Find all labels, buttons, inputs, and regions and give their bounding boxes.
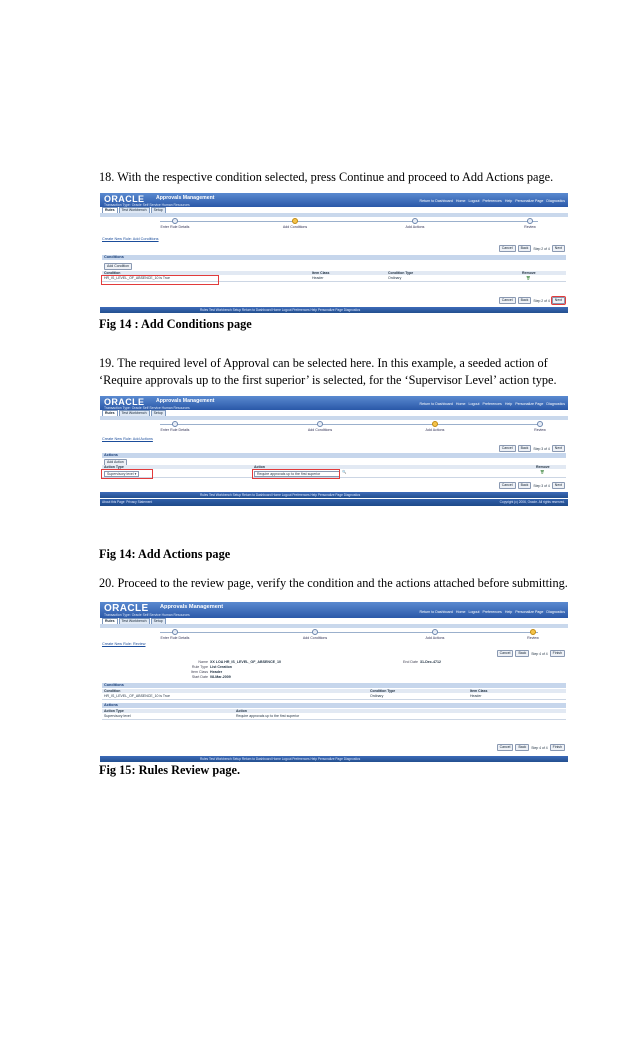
back-button[interactable]: Back: [518, 297, 532, 304]
finish-button[interactable]: Finish: [550, 744, 565, 751]
preferences-link[interactable]: Preferences: [482, 199, 502, 203]
fig15-review-caption: Fig 15: Rules Review page.: [99, 763, 241, 777]
bottom-button-row: [497, 482, 565, 489]
conditions-table-header: Condition Item Class Condition Type Remove: [102, 271, 566, 275]
review-screenshot: [100, 602, 568, 762]
step-dot-icon: [412, 218, 418, 224]
cancel-button[interactable]: Cancel: [497, 744, 514, 751]
oracle-logo: ORACLE: [104, 194, 145, 204]
tab-rules[interactable]: Rules: [102, 618, 118, 624]
actions-table-header: Action Type Action: [102, 709, 566, 713]
step-indicator: Step 4 of 4: [531, 651, 548, 656]
app-footer: Rules Test Workbench Setup Return to Dashboard Home Logout Preferences Help Personalize Page Diagnostics: [100, 307, 568, 313]
summary-start-date: Start Date 08-Mar-2009: [191, 675, 231, 679]
app-subtitle: Transaction Type: Oracle Self Service Human Resources: [104, 613, 190, 617]
step-train: [100, 421, 568, 431]
logout-link[interactable]: Logout: [468, 199, 480, 203]
train-step-1[interactable]: Enter Rule Details: [140, 218, 210, 229]
subtab-bar: [100, 416, 568, 420]
subtab-bar: [100, 213, 568, 217]
dashboard-link[interactable]: Return to Dashboard: [419, 199, 453, 203]
step-indicator: Step 3 of 4: [533, 446, 550, 451]
top-button-row: [497, 245, 565, 252]
page-breadcrumb: Create New Rule: Add Conditions: [102, 237, 159, 241]
step-train: [100, 218, 568, 228]
table-row: HR_IS_LEVEL_OF_ABSENCE_10 is True Ordinary Header: [102, 694, 566, 700]
back-button[interactable]: Back: [518, 245, 532, 252]
app-title: Approvals Management: [160, 604, 224, 610]
train-step-4: Review: [505, 421, 568, 432]
step-19-text: 19. The required level of Approval can be selected here. In this example, a seeded action of ‘Require approvals up to the first superior’ is selected, for the ‘Supervisor Level’ action type.: [99, 356, 557, 387]
summary-name: Name XX LOA HR_IS_LEVEL_OF_ABSENCE_10: [198, 660, 281, 664]
tab-setup[interactable]: Setup: [151, 410, 166, 416]
app-subtitle: Transaction Type: Oracle Self Service Human Resources: [104, 202, 190, 207]
top-button-row: [495, 650, 565, 657]
remove-icon[interactable]: 🗑: [540, 470, 545, 474]
app-title: Approvals Management: [156, 398, 215, 404]
global-links: Return to Dashboard Home Logout Preferences Help Personalize Page Diagnostics: [419, 610, 565, 614]
finish-button[interactable]: Finish: [550, 650, 565, 657]
bottom-button-row: [497, 297, 565, 304]
table-row: HR_IS_LEVEL_OF_ABSENCE_10 is True Header Ordinary 🗑: [102, 276, 566, 282]
cancel-button[interactable]: Cancel: [499, 245, 516, 252]
app-title: Approvals Management: [156, 195, 215, 201]
conditions-section-header: Conditions: [102, 255, 566, 260]
step-dot-icon: [312, 629, 318, 635]
train-step-2[interactable]: Add Conditions: [285, 421, 355, 432]
app-footer: Rules Test Workbench Setup Return to Dashboard Home Logout Preferences Help Personalize Page Diagnostics: [100, 756, 568, 762]
step-20-text: 20. Proceed to the review page, verify the condition and the actions attached before submitting.: [99, 576, 568, 590]
tab-rules[interactable]: Rules: [102, 207, 118, 213]
step-dot-icon: [317, 421, 323, 427]
back-button[interactable]: Back: [515, 744, 529, 751]
train-step-3: Add Actions: [380, 218, 450, 229]
cancel-button[interactable]: Cancel: [499, 297, 516, 304]
back-button[interactable]: Back: [518, 482, 532, 489]
action-type-select[interactable]: Supervisory level ▾: [104, 471, 139, 477]
actions-section-header: Actions: [102, 453, 566, 458]
help-link[interactable]: Help: [504, 199, 513, 203]
step-dot-icon: [172, 218, 178, 224]
step-train: [100, 629, 568, 639]
train-step-3[interactable]: Add Actions: [400, 629, 470, 640]
step-dot-icon: [527, 218, 533, 224]
app-header: [100, 396, 568, 410]
action-field[interactable]: Require approvals up to the first superior: [254, 471, 340, 477]
train-step-1[interactable]: Enter Rule Details: [140, 421, 210, 432]
bottom-button-row: [495, 744, 565, 751]
summary-rule-type: Rule Type List Creation: [191, 665, 232, 669]
tab-test-workbench[interactable]: Test Workbench: [119, 618, 150, 624]
personalize-link[interactable]: Personalize Page: [515, 199, 544, 203]
rule-summary: [180, 660, 281, 680]
copyright-text: Copyright (c) 2006, Oracle. All rights reserved.: [499, 500, 565, 504]
app-footer: Rules Test Workbench Setup Return to Dashboard Home Logout Preferences Help Personalize Page Diagnostics: [100, 492, 568, 498]
actions-table-header: Action Type Action Remove: [102, 465, 566, 469]
app-footer-bottom: [100, 499, 568, 506]
cancel-button[interactable]: Cancel: [499, 445, 516, 452]
current-step-icon: [432, 421, 438, 427]
step-dot-icon: [172, 421, 178, 427]
app-header: [100, 602, 568, 618]
train-step-1[interactable]: Enter Rule Details: [140, 629, 210, 640]
end-date: End Date 31-Dec-4712: [403, 660, 441, 664]
fig14-add-actions-caption: Fig 14: Add Actions page: [99, 547, 231, 561]
train-step-4: Review: [495, 218, 565, 229]
home-link[interactable]: Home: [455, 199, 466, 203]
back-button[interactable]: Back: [515, 650, 529, 657]
step-dot-icon: [537, 421, 543, 427]
next-button[interactable]: Next: [552, 482, 565, 489]
add-conditions-screenshot: [100, 193, 568, 314]
current-step-icon: [292, 218, 298, 224]
step-indicator: Step 4 of 4: [531, 745, 548, 750]
cancel-button[interactable]: Cancel: [499, 482, 516, 489]
step-dot-icon: [172, 629, 178, 635]
footer-about-links[interactable]: About this Page Privacy Statement: [102, 500, 153, 504]
top-button-row: [497, 445, 565, 452]
global-links: Return to Dashboard Home Logout Preferences Help Personalize Page Diagnostics: [419, 402, 565, 406]
step-indicator: Step 3 of 4: [533, 483, 550, 488]
fig14-add-conditions-caption: Fig 14 : Add Conditions page: [99, 317, 252, 331]
diagnostics-link[interactable]: Diagnostics: [546, 199, 565, 203]
remove-icon[interactable]: 🗑: [526, 276, 531, 280]
step-18-text: 18. With the respective condition selected, press Continue and proceed to Add Actions page.: [99, 170, 554, 184]
current-step-icon: [530, 629, 536, 635]
next-button[interactable]: Next: [552, 445, 565, 452]
step-indicator: Step 2 of 4: [533, 246, 550, 251]
train-step-3: Add Actions: [400, 421, 470, 432]
conditions-table-header: Condition Condition Type Item Class: [102, 689, 566, 693]
highlight-box: [101, 469, 153, 479]
page-breadcrumb: Create New Rule: Add Actions: [102, 437, 153, 441]
add-action-button[interactable]: Add Action: [104, 459, 127, 466]
conditions-section-header: Conditions: [102, 683, 566, 688]
next-button[interactable]: Next: [552, 245, 565, 252]
tab-setup[interactable]: Setup: [151, 207, 166, 213]
search-icon[interactable]: 🔍: [342, 470, 347, 474]
summary-item-class: Item Class Header: [191, 670, 223, 674]
train-step-2: Add Conditions: [260, 218, 330, 229]
back-button[interactable]: Back: [518, 445, 532, 452]
app-subtitle: Transaction Type: Oracle Self Service Human Resources: [104, 405, 190, 410]
global-links: [416, 199, 565, 203]
tab-rules[interactable]: Rules: [102, 410, 118, 416]
cancel-button[interactable]: Cancel: [497, 650, 514, 657]
step-dot-icon: [432, 629, 438, 635]
highlight-box: [101, 275, 219, 285]
page-breadcrumb: Create New Rule: Review: [102, 642, 146, 646]
highlight-box: [252, 469, 340, 479]
table-row: Supervisory level Require approvals up to the first superior: [102, 714, 566, 720]
step-indicator: Step 2 of 4: [533, 298, 550, 303]
subtab-bar: [100, 624, 568, 628]
add-condition-button[interactable]: Add Condition: [104, 263, 132, 270]
train-step-2[interactable]: Add Conditions: [280, 629, 350, 640]
tab-test-workbench[interactable]: Test Workbench: [119, 207, 150, 213]
oracle-logo: ORACLE: [104, 397, 145, 407]
next-button[interactable]: Next: [552, 297, 565, 304]
app-header: [100, 193, 568, 207]
tab-test-workbench[interactable]: Test Workbench: [119, 410, 150, 416]
train-line: [160, 221, 538, 222]
actions-section-header: Actions: [102, 703, 566, 708]
oracle-logo: ORACLE: [104, 603, 149, 614]
tab-setup[interactable]: Setup: [151, 618, 166, 624]
add-actions-screenshot: [100, 396, 568, 508]
train-step-4: Review: [498, 629, 568, 640]
